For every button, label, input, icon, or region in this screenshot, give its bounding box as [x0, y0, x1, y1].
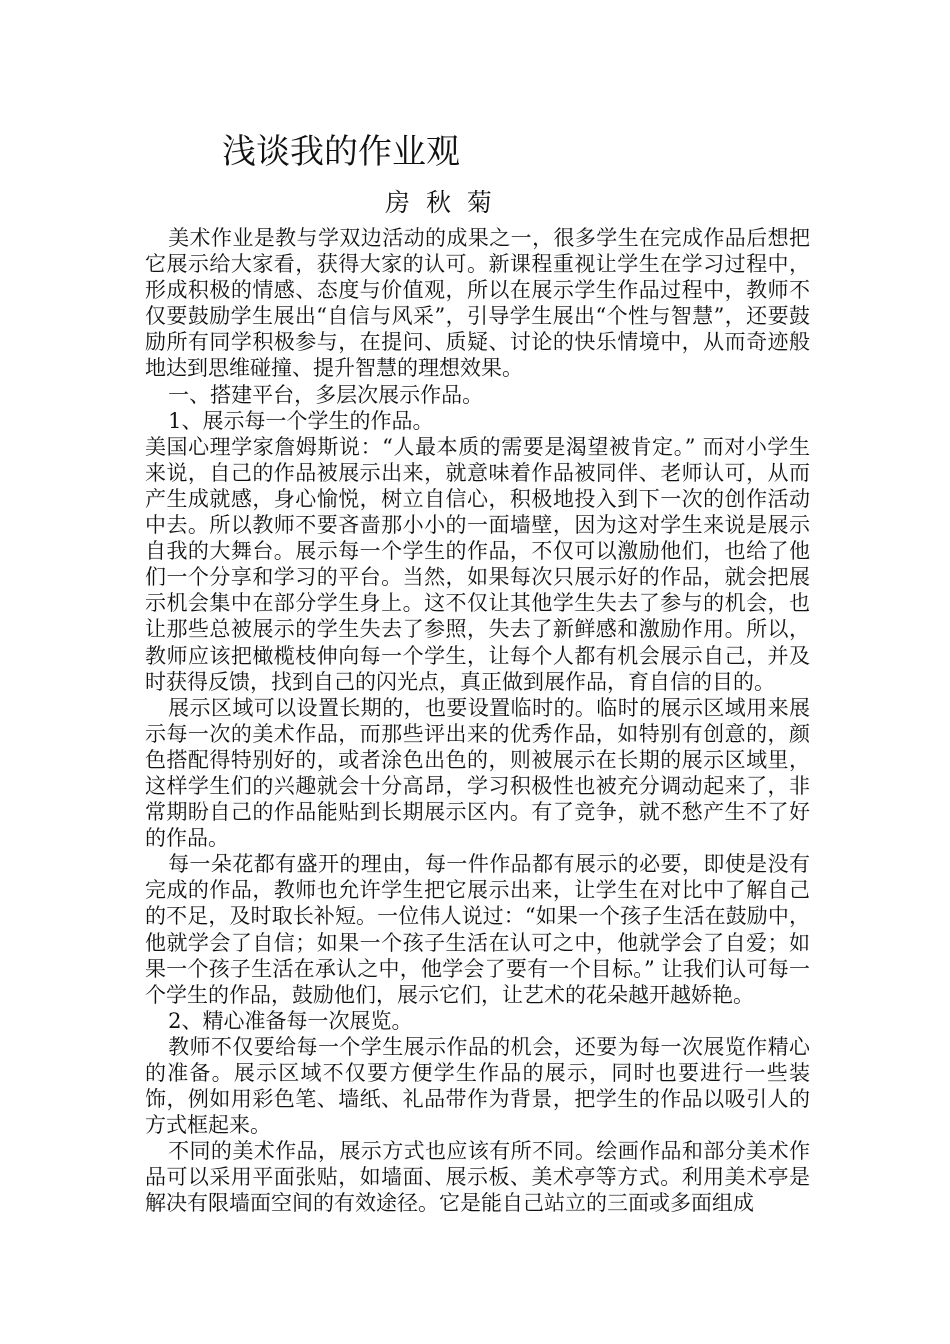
section-heading-1: 一、搭建平台，多层次展示作品。 [168, 382, 484, 407]
subsection-heading-2: 2、精心准备每一次展览。 [168, 1008, 413, 1033]
author-name: 房 秋 菊 [385, 188, 496, 217]
subsection-heading-1: 1、展示每一个学生的作品。 [168, 408, 434, 433]
paragraph-display-areas: 展示区域可以设置长期的，也要设置临时的。临时的展示区域用来展示每一次的美术作品，而那些评出来的优秀作品，如特别有创意的，颜色搭配得特别好的，或者涂色出色的，则被展示在长期的展示区域里，这样学生们的兴趣就会十分高昂，学习积极性也被充分调动起来了，非常期盼自己的作品能贴到长期展示区内。有了竞争，就不愁产生不了好的作品。 [145, 695, 810, 851]
paragraph-every-flower: 每一朵花都有盛开的理由，每一件作品都有展示的必要，即使是没有完成的作品，教师也允许学生把它展示出来，让学生在对比中了解自己的不足，及时取长补短。一位伟人说过：“如果一个孩子生活在鼓励中，他就学会了自信；如果一个孩子生活在认可之中，他就学会了自爱；如果一个孩子生活在承认之中，他学会了要有一个目标。” 让我们认可每一个学生的作品，鼓励他们，展示它们，让艺术的花朵越开越娇艳。 [145, 852, 810, 1007]
document-body [145, 225, 810, 1217]
paragraph-james-quote: 美国心理学家詹姆斯说：“人最本质的需要是渴望被肯定。” 而对小学生来说，自己的作品被展示出来，就意味着作品被同伴、老师认可，从而产生成就感，身心愉悦，树立自信心，积极地投入到下一次的创作活动中去。所以教师不要吝啬那小小的一面墙壁，因为这对学生来说是展示自我的大舞台。展示每一个学生的作品，不仅可以激励他们，也给了他们一个分享和学习的平台。当然，如果每次只展示好的作品，就会把展示机会集中在部分学生身上。这不仅让其他学生失去了参与的机会，也让那些总被展示的学生失去了参照，失去了新鲜感和激励作用。所以，教师应该把橄榄枝伸向每一个学生，让每个人都有机会展示自己，并及时获得反馈，找到自己的闪光点，真正做到展作品，育自信的目的。 [145, 434, 810, 694]
paragraph-display-methods: 不同的美术作品，展示方式也应该有所不同。绘画作品和部分美术作品可以采用平面张贴，如墙面、展示板、美术亭等方式。利用美术亭是解决有限墙面空间的有效途径。它是能自己站立的三面或多面组成 [145, 1139, 810, 1216]
paragraph-intro: 美术作业是教与学双边活动的成果之一，很多学生在完成作品后想把它展示给大家看，获得大家的认可。新课程重视让学生在学习过程中，形成积极的情感、态度与价值观，所以在展示学生作品过程中，教师不仅要鼓励学生展出“自信与风采”，引导学生展出“个性与智慧”，还要鼓励所有同学积极参与，在提问、质疑、讨论的快乐情境中，从而奇迹般地达到思维碰撞、提升智慧的理想效果。 [145, 226, 810, 381]
document-title: 浅谈我的作业观 [222, 132, 460, 172]
paragraph-prepare-exhibition: 教师不仅要给每一个学生展示作品的机会，还要为每一次展览作精心的准备。展示区域不仅要方便学生作品的展示，同时也要进行一些装饰，例如用彩色笔、墙纸、礼品带作为背景，把学生的作品以吸引人的方式框起来。 [145, 1034, 810, 1138]
